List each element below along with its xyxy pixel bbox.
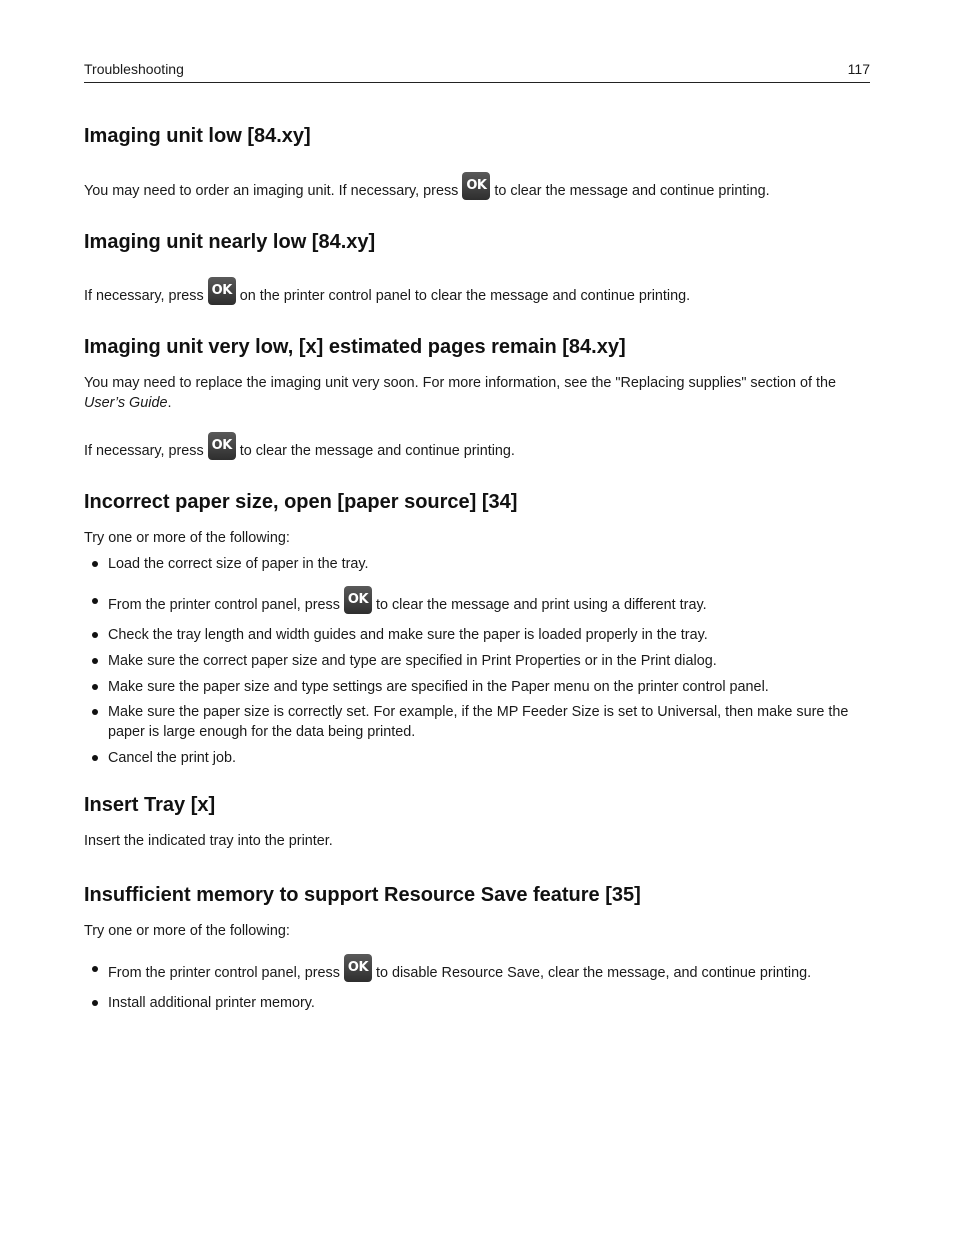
bullet-list — [84, 554, 870, 768]
bullet-list — [84, 959, 870, 1013]
page-number: 117 — [847, 61, 870, 77]
paragraph: You may need to order an imaging unit. If necessary, press OK to clear the message and continue printing. — [84, 177, 870, 205]
heading-insert-tray: Insert Tray [x] — [84, 794, 216, 816]
list-item: Check the tray length and width guides and make sure the paper is loaded properly in the tray. — [84, 625, 870, 645]
list-item: Cancel the print job. — [84, 748, 870, 768]
heading-imaging-unit-low: Imaging unit low [84.xy] — [84, 125, 311, 147]
paragraph: Insert the indicated tray into the printer. — [84, 833, 333, 849]
heading-insufficient-memory: Insufficient memory to support Resource Save feature [35] — [84, 884, 641, 906]
ok-button-icon: OK — [208, 277, 236, 305]
list-item: Install additional printer memory. — [84, 993, 870, 1013]
list-item: Load the correct size of paper in the tray. — [84, 554, 870, 574]
paragraph: Try one or more of the following: — [84, 923, 290, 939]
heading-imaging-unit-nearly-low: Imaging unit nearly low [84.xy] — [84, 231, 376, 253]
running-header-section: Troubleshooting — [84, 61, 184, 77]
ok-button-icon: OK — [462, 172, 490, 200]
list-item: From the printer control panel, press OK to disable Resource Save, clear the message, and continue printing. — [84, 959, 870, 987]
page-header — [84, 60, 870, 83]
list-item: From the printer control panel, press OK to clear the message and print using a different tray. — [84, 591, 870, 619]
ok-button-icon: OK — [208, 432, 236, 460]
users-guide-title: User’s Guide — [84, 395, 168, 411]
list-item: Make sure the paper size and type settings are specified in the Paper menu on the printer control panel. — [84, 677, 870, 697]
heading-imaging-unit-very-low: Imaging unit very low, [x] estimated pages remain [84.xy] — [84, 336, 626, 358]
ok-button-icon: OK — [344, 954, 372, 982]
ok-button-icon: OK — [344, 586, 372, 614]
heading-incorrect-paper-size: Incorrect paper size, open [paper source] [34] — [84, 491, 518, 513]
list-item: Make sure the paper size is correctly set. For example, if the MP Feeder Size is set to Universal, then make sure the paper is large enough for the data being printed. — [84, 702, 870, 742]
list-item: Make sure the correct paper size and type are specified in Print Properties or in the Print dialog. — [84, 651, 870, 671]
paragraph: If necessary, press OK on the printer control panel to clear the message and continue printing. — [84, 282, 870, 310]
paragraph: You may need to replace the imaging unit very soon. For more information, see the "Replacing supplies" section of the User’s Guide. — [84, 375, 837, 411]
paragraph: If necessary, press OK to clear the message and continue printing. — [84, 437, 870, 465]
paragraph: Try one or more of the following: — [84, 530, 290, 546]
